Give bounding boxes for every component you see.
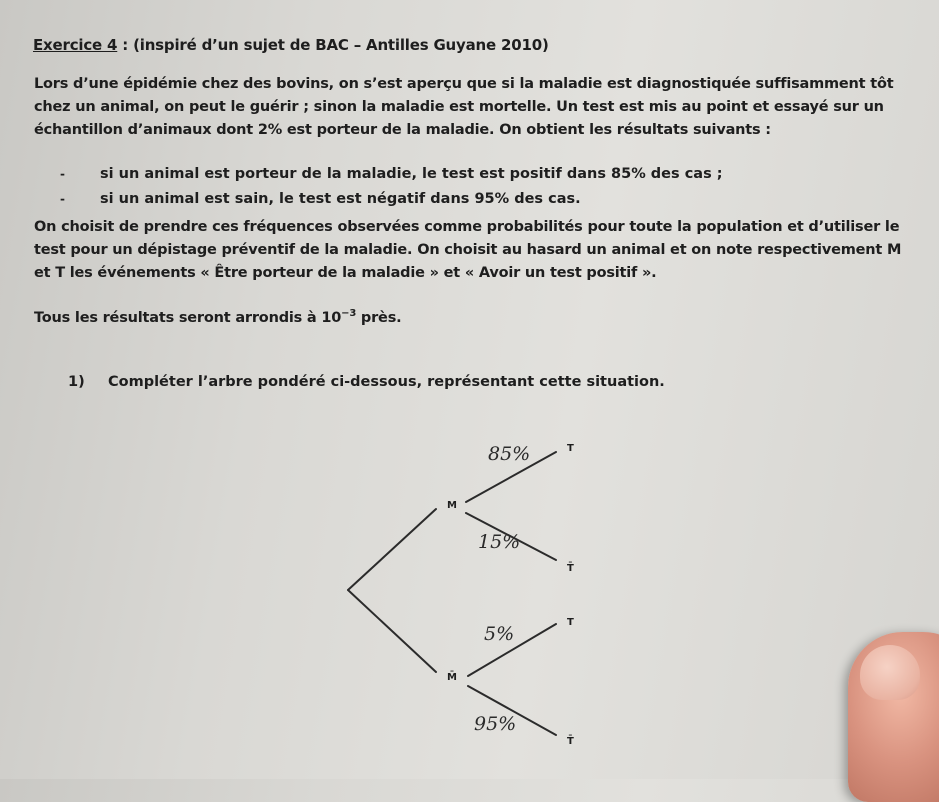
list-item-text: si un animal est sain, le test est négatif dans 95% des cas. bbox=[100, 191, 581, 207]
branch-root-M bbox=[348, 509, 436, 590]
rounding-text: Tous les résultats seront arrondis à bbox=[34, 309, 322, 326]
node-T-bar-lower: T̄ bbox=[567, 736, 574, 747]
bullet-dash: - bbox=[60, 192, 65, 206]
list-item-text: si un animal est porteur de la maladie, le test est positif dans 85% des cas ; bbox=[100, 166, 723, 182]
node-M-bar: M̄ bbox=[447, 672, 457, 683]
question-text: Compléter l’arbre pondéré ci-dessous, représentant cette situation. bbox=[108, 374, 665, 390]
question-number: 1) bbox=[68, 374, 85, 390]
rounding-suffix: près. bbox=[356, 309, 402, 326]
handwritten-85: 85% bbox=[488, 443, 531, 465]
branch-root-Mbar bbox=[348, 590, 436, 672]
handwritten-95: 95% bbox=[474, 713, 517, 735]
node-M: M bbox=[447, 500, 457, 511]
node-T-lower: T bbox=[567, 617, 574, 628]
exercise-source: : (inspiré d’un sujet de BAC – Antilles Guyane 2010) bbox=[117, 36, 549, 54]
rounding-base: 10 bbox=[321, 309, 342, 326]
node-T-upper: T bbox=[567, 443, 574, 454]
handwritten-5: 5% bbox=[484, 623, 515, 645]
exercise-number: Exercice 4 bbox=[33, 36, 118, 54]
handwritten-15: 15% bbox=[478, 531, 521, 553]
bullet-dash: - bbox=[60, 167, 65, 181]
intro-paragraph: Lors d’une épidémie chez des bovins, on s’est aperçu que si la maladie est diagnostiquée suffisamment tôt chez un animal, on peut le guérir ; sinon la maladie est mortelle. Un test est mis au point et essayé sur un échantillon d’animaux dont 2% est porteur de la maladie. On obtient les résultats suivants : bbox=[34, 76, 894, 138]
rounding-exponent: −3 bbox=[341, 308, 357, 319]
fingernail bbox=[860, 645, 920, 700]
setup-paragraph: On choisit de prendre ces fréquences observées comme probabilités pour toute la population et d’utiliser le test pour un dépistage préventif de la maladie. On choisit au hasard un animal et on note respectivement M et T les événements « Être porteur de la maladie » et « Avoir un test positif ». bbox=[34, 219, 902, 281]
node-T-bar-upper: T̄ bbox=[567, 563, 574, 574]
